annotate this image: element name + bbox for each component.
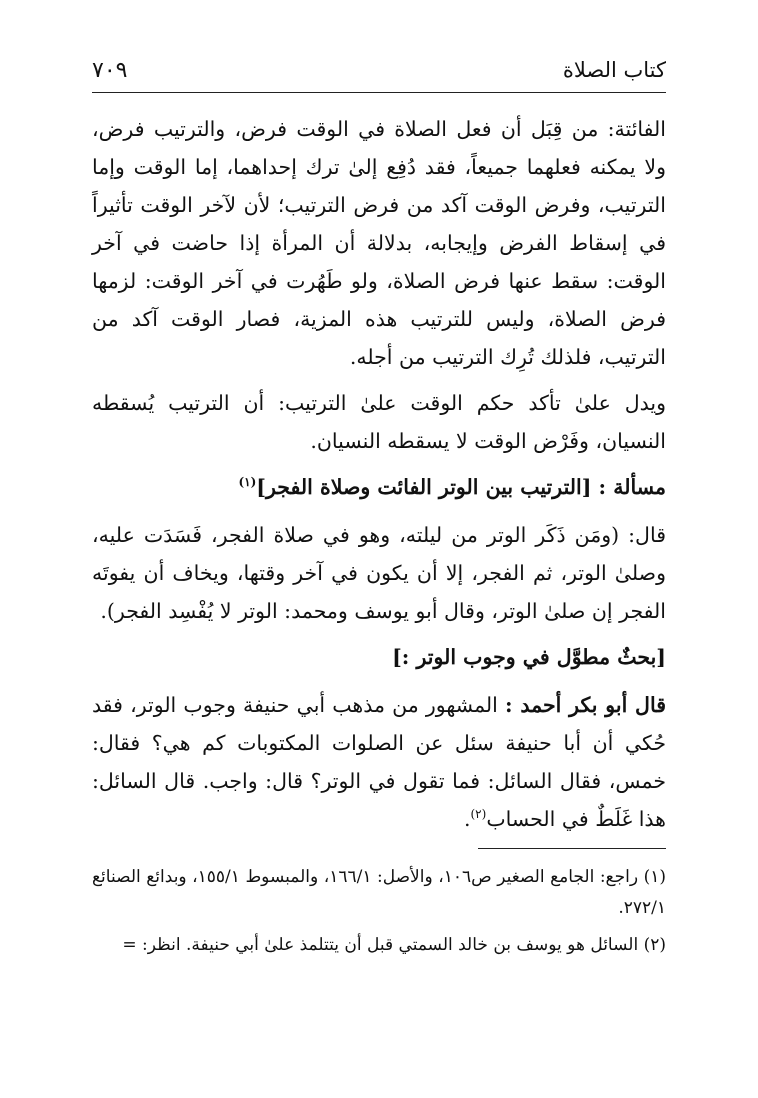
main-text xyxy=(92,110,666,846)
page-header xyxy=(92,56,666,93)
section-heading: [بحثٌ مطوَّل في وجوب الوتر :] xyxy=(392,645,666,669)
running-title: كتاب الصلاة xyxy=(562,58,666,82)
footnote-reference: (٢) xyxy=(470,807,487,822)
footnotes xyxy=(92,862,666,967)
page-number: ٧٠٩ xyxy=(92,58,128,83)
footnote: (٢) السائل هو يوسف بن خالد السمتي قبل أن يتتلمذ علىٰ أبي حنيفة. انظر: = xyxy=(122,935,666,955)
heading-text: مسألة : [الترتيب بين الوتر الفائت وصلاة الفجر] xyxy=(256,475,666,499)
paragraph xyxy=(92,686,666,838)
paragraph: قال: (ومَن ذَكَر الوتر من ليلته، وهو في صلاة الفجر، فَسَدَت عليه، وصلىٰ الوتر، ثم الفجر، إلا أن يكون في آخر وقتها، ويخاف أن يفوتَه الفجر إن صلىٰ الوتر، وقال أبو يوسف ومحمد: الوتر لا يُفْسِد الفجر). xyxy=(92,523,666,623)
paragraph-end: . xyxy=(463,807,471,831)
footnote: (١) راجع: الجامع الصغير ص١٠٦، والأصل: ١٦٦/١، والمبسوط ١٥٥/١، وبدائع الصنائع ٢٧٢/١. xyxy=(92,867,666,918)
footnote-reference: (١) xyxy=(238,475,257,490)
footnote-separator xyxy=(478,848,666,849)
speaker-lead: قال أبو بكر أحمد : xyxy=(505,693,666,717)
paragraph-text: المشهور من مذهب أبي حنيفة وجوب الوتر، فقد حُكي أن أبا حنيفة سئل عن الصلوات المكتوبات كم هي؟ فقال: خمس، فقال السائل: فما تقول في الوتر؟ قال: واجب. قال السائل: هذا غَلَطٌ في الحساب xyxy=(92,693,666,831)
paragraph: الفائتة: من قِبَل أن فعل الصلاة في الوقت فرض، والترتيب فرض، ولا يمكنه فعلهما جميعاً، فقد دُفِع إلىٰ ترك إحداهما، إما الوقت وإما الترتيب، وفرض الوقت آكد من فرض الترتيب؛ لأن لآخر الوقت تأثيراً في إسقاط الفرض وإيجابه، بدلالة أن المرأة إذا حاضت في آخر الوقت: سقط عنها فرض الصلاة، ولو طَهُرت في آخر الوقت: لزمها فرض الصلاة، وليس للترتيب هذه المزية، فصار الوقت آكد من الترتيب، فلذلك تُرِك الترتيب من أجله. xyxy=(92,117,666,369)
section-heading xyxy=(92,468,666,506)
paragraph: ويدل علىٰ تأكد حكم الوقت علىٰ الترتيب: أن الترتيب يُسقطه النسيان، وفَرْض الوقت لا يسقطه النسيان. xyxy=(92,391,666,453)
